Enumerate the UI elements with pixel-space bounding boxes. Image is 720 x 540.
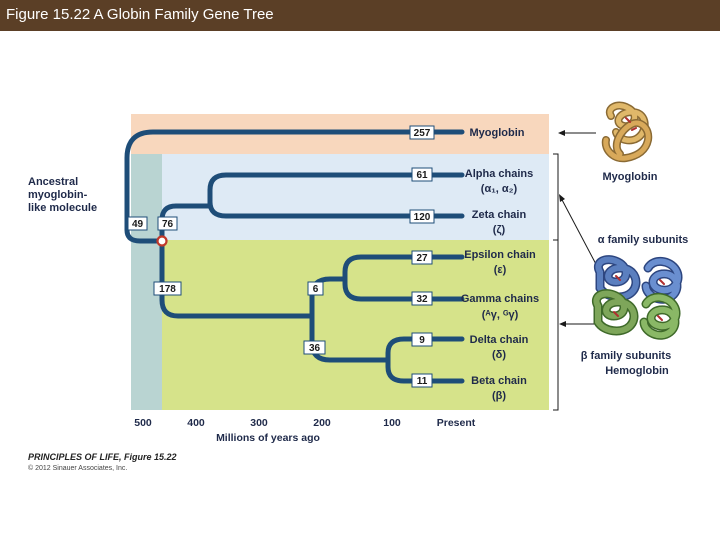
node-value-beta-group: 178: [159, 284, 176, 295]
leaf-name-gamma: Gamma chains: [460, 293, 540, 305]
leaf-symbol-alpha: (α₁, α₂): [480, 183, 518, 195]
leaf-symbol-delta: (δ): [492, 349, 506, 361]
figure-title: Figure 15.22 A Globin Family Gene Tree: [6, 6, 274, 23]
leaf-name-myoglobin: Myoglobin: [469, 127, 525, 139]
axis-tick-200: 200: [313, 417, 331, 429]
leaf-name-beta: Beta chain: [471, 375, 527, 387]
axis-label: Millions of years ago: [216, 432, 320, 444]
credit-main: PRINCIPLES OF LIFE, Figure 15.22: [28, 452, 177, 462]
alpha-family-protein-label: α family subunits: [597, 234, 689, 246]
alpha-family-arrow: [560, 196, 598, 268]
axis-tick-500: 500: [134, 417, 152, 429]
beta-family-bracket: [553, 240, 558, 410]
myoglobin-protein-label: Myoglobin: [602, 171, 658, 183]
leaf-value-beta: 11: [416, 376, 428, 387]
node-value-root: 49: [131, 219, 144, 230]
myoglobin-structure-illustration: [606, 106, 649, 159]
leaf-symbol-beta: (β): [491, 390, 507, 402]
credit-sub: © 2012 Sinauer Associates, Inc.: [28, 465, 128, 472]
beta-family-protein-label: β family subunits: [580, 350, 672, 362]
duplication-node-marker: [158, 237, 167, 246]
axis-tick-100: 100: [383, 417, 401, 429]
hemoglobin-structure-illustration: [596, 260, 678, 336]
root-label-line-2: myoglobin-: [28, 189, 88, 201]
leaf-name-delta: Delta chain: [469, 334, 529, 346]
leaf-value-gamma: 32: [416, 294, 428, 305]
alpha-family-band: [131, 154, 549, 240]
leaf-value-epsilon: 27: [416, 253, 428, 264]
hemoglobin-protein-label: Hemoglobin: [605, 365, 669, 377]
leaf-symbol-zeta: (ζ): [492, 224, 506, 236]
axis-tick-present: Present: [436, 417, 476, 429]
leaf-symbol-epsilon: (ε): [493, 264, 507, 276]
leaf-value-zeta: 120: [413, 212, 431, 223]
leaf-symbol-gamma: (ᴬγ, ᴳγ): [481, 309, 519, 321]
node-value-alpha-beta: 76: [161, 219, 174, 230]
node-value-epsilon-gamma: 6: [312, 284, 319, 295]
root-label-line-1: Ancestral: [28, 176, 79, 188]
leaf-value-alpha: 61: [416, 170, 428, 181]
leaf-value-delta: 9: [419, 335, 425, 346]
leaf-name-zeta: Zeta chain: [471, 209, 527, 221]
alpha-family-bracket: [553, 154, 558, 240]
leaf-name-epsilon: Epsilon chain: [464, 249, 536, 261]
beta-family-arrowhead: [559, 321, 566, 327]
myoglobin-arrowhead: [558, 130, 565, 136]
leaf-value-myoglobin: 257: [413, 128, 431, 139]
root-label-line-3: like molecule: [28, 202, 98, 214]
node-value-delta-beta: 36: [308, 343, 321, 354]
axis-tick-300: 300: [250, 417, 268, 429]
axis-tick-400: 400: [187, 417, 205, 429]
leaf-name-alpha: Alpha chains: [464, 168, 534, 180]
